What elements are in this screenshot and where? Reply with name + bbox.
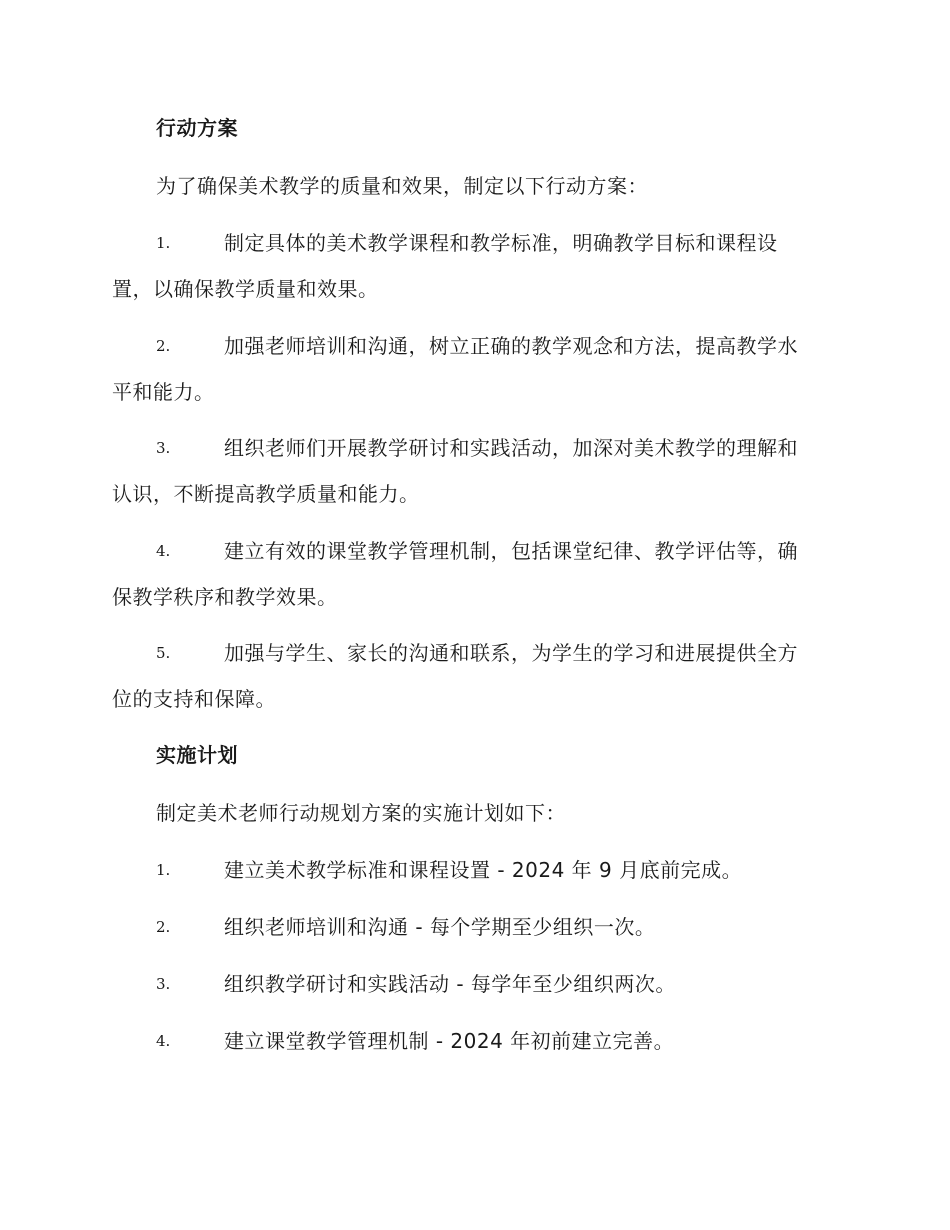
list-number: 2. [156,337,171,355]
list-text-line: 加强与学生、家长的沟通和联系，为学生的学习和进展提供全方 [224,641,798,665]
list-number: 4. [156,1032,171,1050]
list-number: 5. [156,644,171,662]
list-text-line: 建立有效的课堂教学管理机制，包括课堂纪律、教学评估等，确 [224,539,798,563]
list-number: 4. [156,542,171,560]
list-text-line: 组织老师们开展教学研讨和实践活动，加深对美术教学的理解和 [224,436,798,460]
list-number: 2. [156,918,171,936]
list-text-line: 建立美术教学标准和课程设置 - 2024 年 9 月底前完成。 [224,858,743,882]
list-number: 1. [156,861,171,879]
list-text-line: 位的支持和保障。 [112,687,276,711]
section-heading-action-plan: 行动方案 [156,116,238,140]
list-text-line: 建立课堂教学管理机制 - 2024 年初前建立完善。 [224,1029,675,1053]
list-text-line: 组织教学研讨和实践活动 - 每学年至少组织两次。 [224,972,676,996]
list-text-line: 保教学秩序和教学效果。 [112,585,338,609]
list-text-line: 置，以确保教学质量和效果。 [112,277,379,301]
section-intro-implementation-plan: 制定美术老师行动规划方案的实施计划如下： [156,801,566,825]
list-number: 3. [156,975,171,993]
list-text-line: 加强老师培训和沟通，树立正确的教学观念和方法，提高教学水 [224,334,798,358]
list-text-line: 认识，不断提高教学质量和能力。 [112,482,420,506]
list-text-line: 组织老师培训和沟通 - 每个学期至少组织一次。 [224,915,656,939]
list-text-line: 制定具体的美术教学课程和教学标准，明确教学目标和课程设 [224,231,778,255]
list-text-line: 平和能力。 [112,380,215,404]
list-number: 3. [156,439,171,457]
list-number: 1. [156,234,171,252]
section-heading-implementation-plan: 实施计划 [156,743,238,767]
section-intro-action-plan: 为了确保美术教学的质量和效果，制定以下行动方案： [156,174,648,198]
